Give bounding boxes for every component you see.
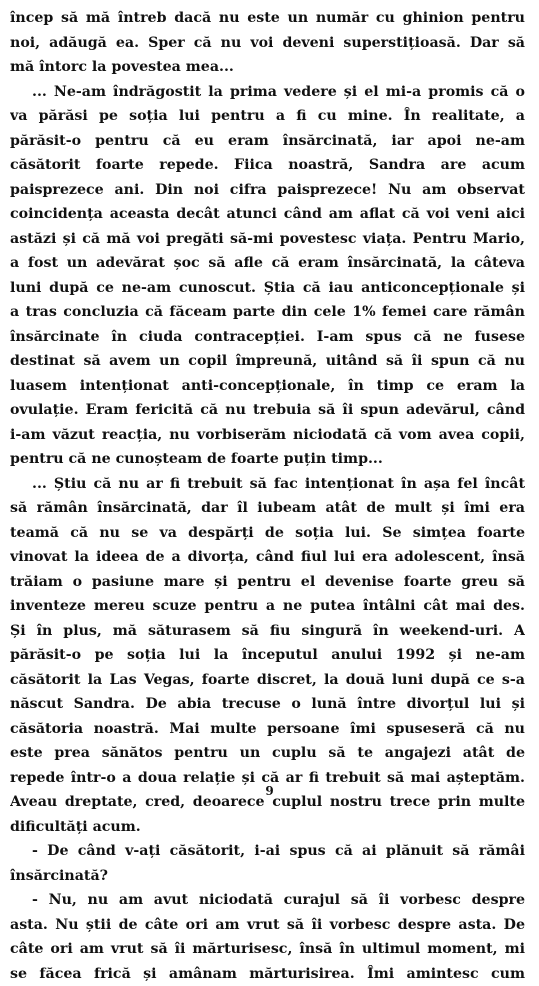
text-line: ... Ne-am îndrăgostit la prima vedere și el mi-a promis că o xyxy=(10,80,525,105)
text-line: ... Știu că nu ar fi trebuit să fac intenționat în așa fel încât xyxy=(10,472,525,497)
text-line: părăsit-o pentru că eu eram însărcinată, iar apoi ne-am xyxy=(10,129,525,154)
text-line: va părăsi pe soția lui pentru a fi cu mine. În realitate, a xyxy=(10,104,525,129)
text-line: asta. Nu știi de câte ori am vrut să îi vorbesc despre asta. De xyxy=(10,913,525,938)
text-line: să rămân însărcinată, dar îl iubeam atât de mult și îmi era xyxy=(10,496,525,521)
text-line: inventeze mereu scuze pentru a ne putea întâlni cât mai des. xyxy=(10,594,525,619)
text-line: părăsit-o pe soția lui la începutul anului 1992 și ne-am xyxy=(10,643,525,668)
text-line: câte ori am vrut să îi mărturisesc, însă în ultimul moment, mi xyxy=(10,937,525,962)
text-line: - Nu, nu am avut niciodată curajul să îi vorbesc despre xyxy=(10,888,525,913)
text-line: destinat să avem un copil împreună, uitând să îi spun că nu xyxy=(10,349,525,374)
paragraph-1 xyxy=(10,6,525,80)
text-line: luni după ce ne-am cunoscut. Știa că iau anticoncepționale și xyxy=(10,276,525,301)
text-line: însărcinate în ciuda contracepției. I-am spus că ne fusese xyxy=(10,325,525,350)
paragraph-4 xyxy=(10,839,525,888)
text-line: căsătorit la Las Vegas, foarte discret, la două luni după ce s-a xyxy=(10,668,525,693)
paragraph-2 xyxy=(10,80,525,472)
text-line: luasem intenționat anti-concepționale, în timp ce eram la xyxy=(10,374,525,399)
text-line: repede într-o a doua relație și că ar fi trebuit să mai așteptăm. xyxy=(10,766,525,791)
text-line: i-am văzut reacția, nu vorbiserăm niciodată că vom avea copii, xyxy=(10,423,525,448)
page-number: 9 xyxy=(0,784,539,798)
text-line: a tras concluzia că făceam parte din cele 1% femei care rămân xyxy=(10,300,525,325)
text-line: căsătorit foarte repede. Fiica noastră, Sandra are acum xyxy=(10,153,525,178)
text-line: ovulație. Eram fericită că nu trebuia să îi spun adevărul, când xyxy=(10,398,525,423)
text-line: astăzi și că mă voi pregăti să-mi povestesc viața. Pentru Mario, xyxy=(10,227,525,252)
text-line: este prea sănătos pentru un cuplu să te angajezi atât de xyxy=(10,741,525,766)
paragraph-5 xyxy=(10,888,525,986)
body-text xyxy=(10,6,525,986)
text-line: a fost un adevărat șoc să afle că eram însărcinată, la câteva xyxy=(10,251,525,276)
text-line: căsătoria noastră. Mai multe persoane îmi spuseseră că nu xyxy=(10,717,525,742)
text-line: - De când v-ați căsătorit, i-ai spus că ai plănuit să rămâi xyxy=(10,839,525,864)
text-line: coincidența aceasta decât atunci când am aflat că voi veni aici xyxy=(10,202,525,227)
text-line: noi, adăugă ea. Sper că nu voi deveni superstițioasă. Dar să xyxy=(10,31,525,56)
text-line: teamă că nu se va despărți de soția lui. Se simțea foarte xyxy=(10,521,525,546)
text-line: încep să mă întreb dacă nu este un număr cu ghinion pentru xyxy=(10,6,525,31)
text-line: dificultăți acum. xyxy=(10,815,525,840)
text-line: trăiam o pasiune mare și pentru el devenise foarte greu să xyxy=(10,570,525,595)
text-line: mă întorc la povestea mea... xyxy=(10,55,525,80)
text-line: pentru că ne cunoșteam de foarte puțin timp... xyxy=(10,447,525,472)
text-line: se făcea frică și amânam mărturisirea. Îmi amintesc cum xyxy=(10,962,525,986)
text-line: însărcinată? xyxy=(10,864,525,889)
text-line: Și în plus, mă săturasem să fiu singură în weekend-uri. A xyxy=(10,619,525,644)
text-line: vinovat la ideea de a divorța, când fiul lui era adolescent, însă xyxy=(10,545,525,570)
text-line: paisprezece ani. Din noi cifra paisprezece! Nu am observat xyxy=(10,178,525,203)
text-line: Aveau dreptate, cred, deoarece cuplul nostru trece prin multe xyxy=(10,790,525,815)
text-line: născut Sandra. De abia trecuse o lună între divorțul lui și xyxy=(10,692,525,717)
